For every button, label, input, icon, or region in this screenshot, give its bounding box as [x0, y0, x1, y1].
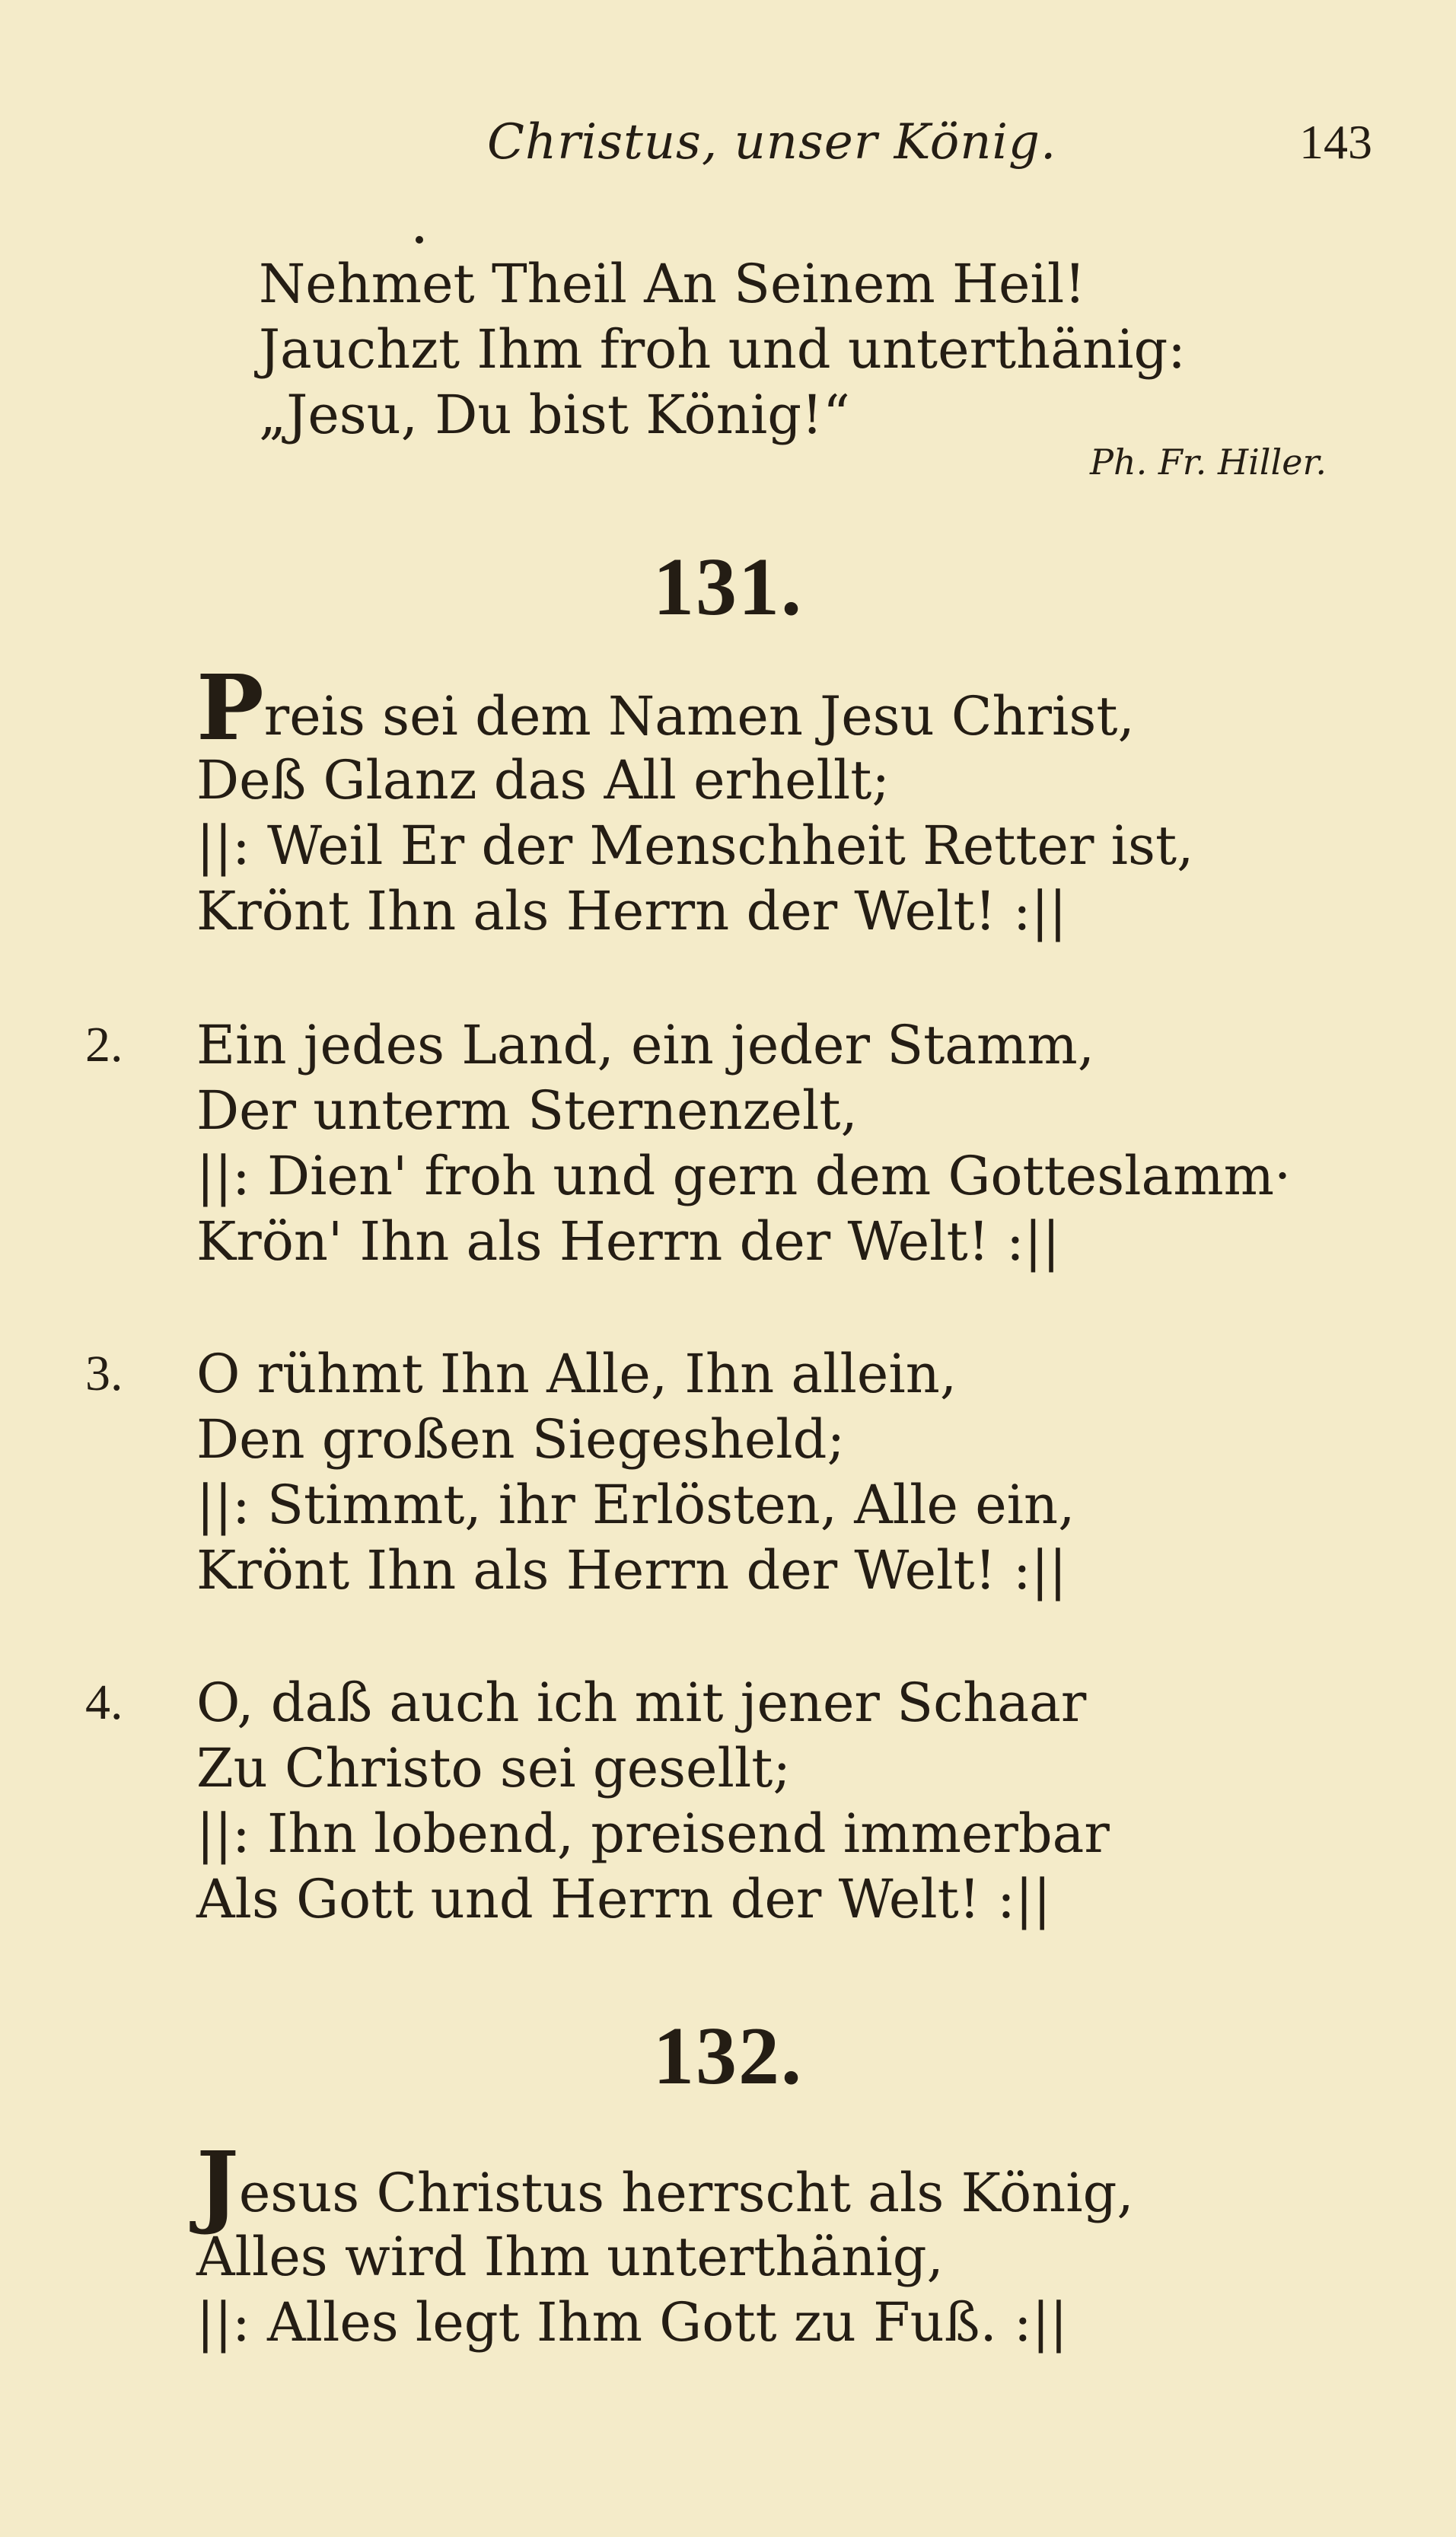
verse-line: ||: Dien' froh und gern dem Gotteslamm· [196, 1145, 1292, 1207]
verse-line: Jauchzt Ihm froh und unterthänig: [259, 318, 1186, 381]
verse-line: Den großen Siegesheld; [196, 1408, 846, 1471]
author-attribution: Ph. Fr. Hiller. [1090, 441, 1327, 483]
verse-line: Krön' Ihn als Herrn der Welt! :|| [196, 1210, 1060, 1273]
verse-line: „Jesu, Du bist König!“ [259, 384, 850, 446]
verse-line: O, daß auch ich mit jener Schaar [196, 1672, 1087, 1734]
verse-line: O rühmt Ihn Alle, Ihn allein, [196, 1343, 957, 1405]
verse-line: Krönt Ihn als Herrn der Welt! :|| [196, 880, 1067, 942]
verse-line: Ein jedes Land, ein jeder Stamm, [196, 1014, 1095, 1076]
hymn-number: 132. [653, 2011, 803, 2102]
verse-line: ||: Alles legt Ihm Gott zu Fuß. :|| [196, 2291, 1068, 2354]
verse-line: Nehmet Theil An Seinem Heil! [259, 253, 1086, 315]
verse-line: Zu Christo sei gesellt; [196, 1737, 791, 1799]
running-title: Christus, unser König. [487, 114, 1057, 171]
stray-mark [416, 236, 423, 244]
verse-line: Der unterm Sternenzelt, [196, 1079, 858, 1142]
running-head [251, 114, 1372, 183]
verse-number: 4. [85, 1675, 123, 1730]
verse-line: Jesus Christus herrscht als König, [196, 2131, 1134, 2237]
verse-line: Als Gott und Herrn der Welt! :|| [196, 1868, 1051, 1930]
verse-number: 2. [85, 1017, 123, 1072]
verse-number: 3. [85, 1346, 123, 1401]
page-number: 143 [1299, 115, 1372, 169]
verse-line: Deß Glanz das All erhellt; [196, 749, 890, 811]
hymn-number: 131. [653, 542, 803, 633]
verse-line: ||: Ihn lobend, preisend immerbar [196, 1802, 1110, 1865]
verse-line: Krönt Ihn als Herrn der Welt! :|| [196, 1539, 1067, 1602]
verse-line: ||: Weil Er der Menschheit Retter ist, [196, 814, 1194, 877]
verse-line: Preis sei dem Namen Jesu Christ, [196, 655, 1135, 760]
verse-line: ||: Stimmt, ihr Erlösten, Alle ein, [196, 1474, 1075, 1536]
drop-capital: J [196, 2131, 239, 2237]
drop-capital: P [196, 655, 264, 760]
verse-line: Alles wird Ihm unterthänig, [196, 2226, 944, 2288]
